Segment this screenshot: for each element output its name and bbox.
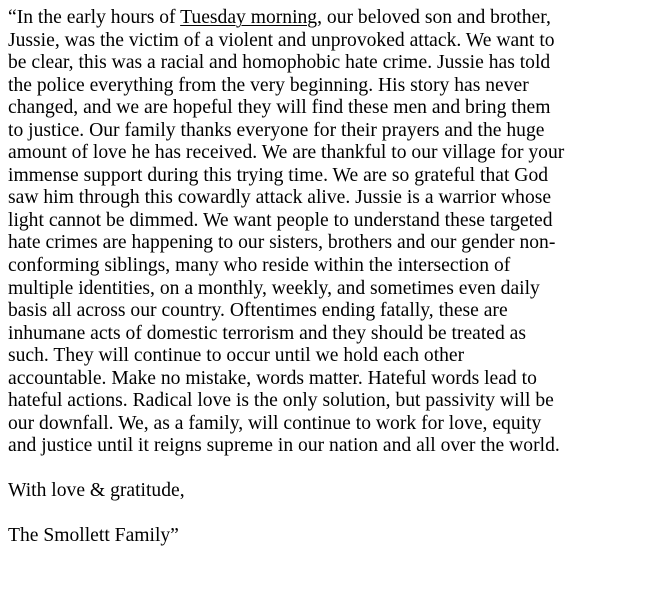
statement-line: basis all across our country. Oftentimes ending fatally, these are: [8, 300, 508, 322]
underlined-date: Tuesday morning: [180, 7, 318, 28]
closing-line: With love & gratitude,: [8, 480, 185, 502]
statement-line: such. They will continue to occur until we hold each other: [8, 345, 465, 367]
statement-line: [8, 7, 644, 30]
statement-line: light cannot be dimmed. We want people to understand these targeted: [8, 209, 553, 231]
statement-line: immense support during this trying time. We are so grateful that God: [8, 164, 549, 186]
statement-line: Jussie, was the victim of a violent and unprovoked attack. We want to: [8, 29, 555, 51]
statement-line: changed, and we are hopeful they will find these men and bring them: [8, 97, 551, 119]
statement-line: inhumane acts of domestic terrorism and they should be treated as: [8, 322, 526, 344]
statement-line: accountable. Make no mistake, words matter. Hateful words lead to: [8, 367, 537, 389]
statement-line: conforming siblings, many who reside within the intersection of: [8, 255, 511, 277]
statement-line: multiple identities, on a monthly, weekly, and sometimes even daily: [8, 277, 540, 299]
statement-line: amount of love he has received. We are thankful to our village for your: [8, 142, 565, 164]
statement-line: be clear, this was a racial and homophobic hate crime. Jussie has told: [8, 52, 551, 74]
statement-line-after: , our beloved son and brother,: [317, 7, 551, 28]
statement-line: the police everything from the very beginning. His story has never: [8, 74, 529, 96]
statement-paragraph: [8, 7, 644, 458]
paragraph-spacer: [8, 458, 644, 481]
document-body: [8, 7, 644, 548]
signature-line: The Smollett Family”: [8, 525, 179, 547]
statement-line: hateful actions. Radical love is the only solution, but passivity will be: [8, 390, 554, 412]
statement-line: our downfall. We, as a family, will continue to work for love, equity: [8, 412, 542, 434]
statement-line: and justice until it reigns supreme in our nation and all over the world.: [8, 435, 560, 457]
statement-line: saw him through this cowardly attack alive. Jussie is a warrior whose: [8, 187, 552, 209]
statement-line: to justice. Our family thanks everyone for their prayers and the huge: [8, 119, 545, 141]
statement-line-before: “In the early hours of: [8, 7, 181, 28]
paragraph-spacer: [8, 503, 644, 526]
statement-line: hate crimes are happening to our sisters, brothers and our gender non-: [8, 232, 556, 254]
